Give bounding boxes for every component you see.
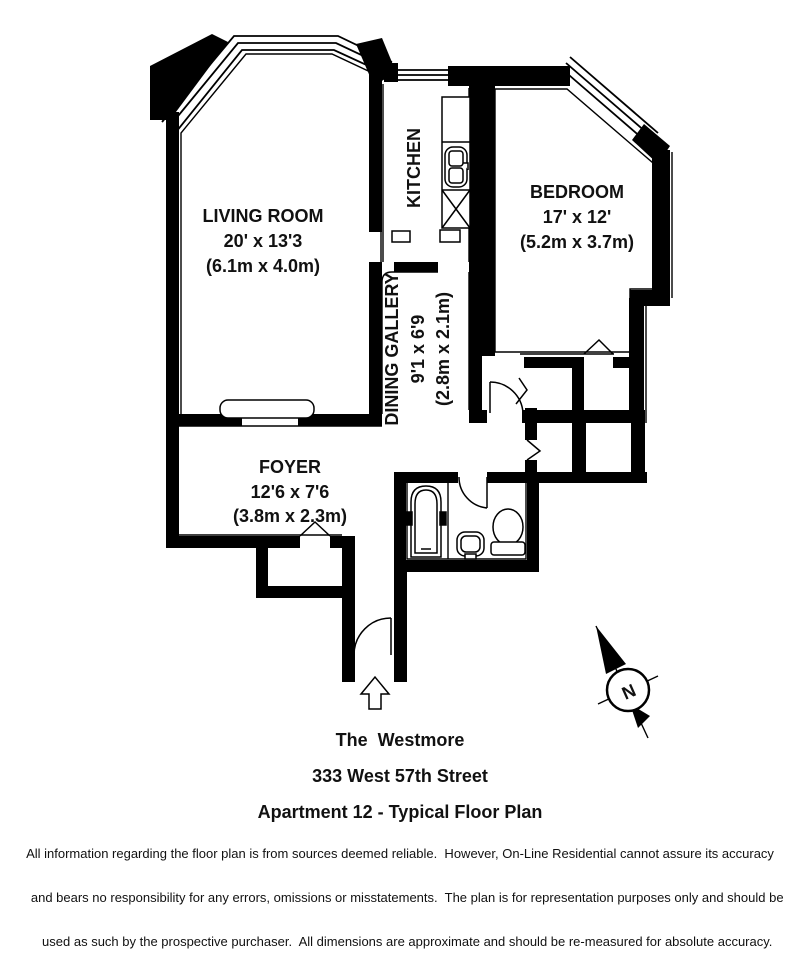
svg-text:LIVING ROOM: LIVING ROOM bbox=[202, 206, 324, 226]
svg-text:(3.8m x 2.3m): (3.8m x 2.3m) bbox=[232, 506, 348, 526]
bedroom-door bbox=[490, 378, 527, 413]
bathroom-door bbox=[459, 477, 487, 508]
bathroom-sink bbox=[457, 532, 484, 559]
toilet bbox=[491, 509, 525, 555]
disclaimer-line: and bears no responsibility for any errors, omissions or misstatements. The plan is for representation purposes only and should be bbox=[30, 890, 784, 905]
entrance-arrow-icon bbox=[361, 677, 389, 709]
svg-text:(6.1m x 4.0m): (6.1m x 4.0m) bbox=[205, 256, 321, 276]
building-name: The Westmore bbox=[335, 730, 465, 750]
svg-text:(5.2m x 3.7m): (5.2m x 3.7m) bbox=[519, 232, 635, 252]
compass-north-label: N bbox=[618, 680, 639, 704]
svg-text:DINING GALLERY: DINING GALLERY bbox=[382, 272, 402, 426]
room-labels bbox=[203, 128, 635, 526]
svg-text:(2.8m x 2.1m): (2.8m x 2.1m) bbox=[433, 291, 453, 407]
entrance-door bbox=[354, 618, 391, 655]
kitchen-window bbox=[396, 70, 450, 80]
foyer-label bbox=[233, 457, 347, 526]
disclaimer-line: All information regarding the floor plan is from sources deemed reliable. However, On-Line Residential cannot assure its accuracy bbox=[26, 846, 774, 861]
svg-text:BEDROOM: BEDROOM bbox=[530, 182, 624, 202]
kitchen-door-jamb bbox=[392, 231, 410, 242]
plan-title: Apartment 12 - Typical Floor Plan bbox=[257, 802, 543, 822]
compass-icon bbox=[596, 626, 658, 738]
disclaimer bbox=[0, 843, 800, 953]
dining-gallery-label bbox=[382, 272, 453, 425]
hall-closet-door bbox=[527, 440, 540, 460]
svg-text:17' x 12': 17' x 12' bbox=[542, 207, 612, 227]
radiator bbox=[220, 400, 314, 418]
living-room-label bbox=[203, 206, 324, 276]
bay-corner-block-left bbox=[150, 34, 228, 120]
svg-text:KITCHEN: KITCHEN bbox=[404, 128, 424, 208]
svg-text:FOYER: FOYER bbox=[258, 457, 322, 477]
kitchen-label bbox=[404, 128, 424, 208]
address: 333 West 57th Street bbox=[312, 766, 488, 786]
bathtub bbox=[406, 486, 446, 557]
disclaimer-line: used as such by the prospective purchaser. All dimensions are approximate and should be re-measured for absolute accuracy. bbox=[42, 934, 773, 949]
kitchen-counter bbox=[442, 97, 470, 228]
kitchen-window-jamb bbox=[384, 63, 398, 82]
kitchen-door-jamb bbox=[440, 230, 460, 242]
svg-text:20' x 13'3: 20' x 13'3 bbox=[223, 231, 303, 251]
svg-text:9'1 x 6'9: 9'1 x 6'9 bbox=[408, 314, 428, 384]
bedroom-label bbox=[520, 182, 634, 252]
svg-text:12'6 x 7'6: 12'6 x 7'6 bbox=[250, 482, 330, 502]
